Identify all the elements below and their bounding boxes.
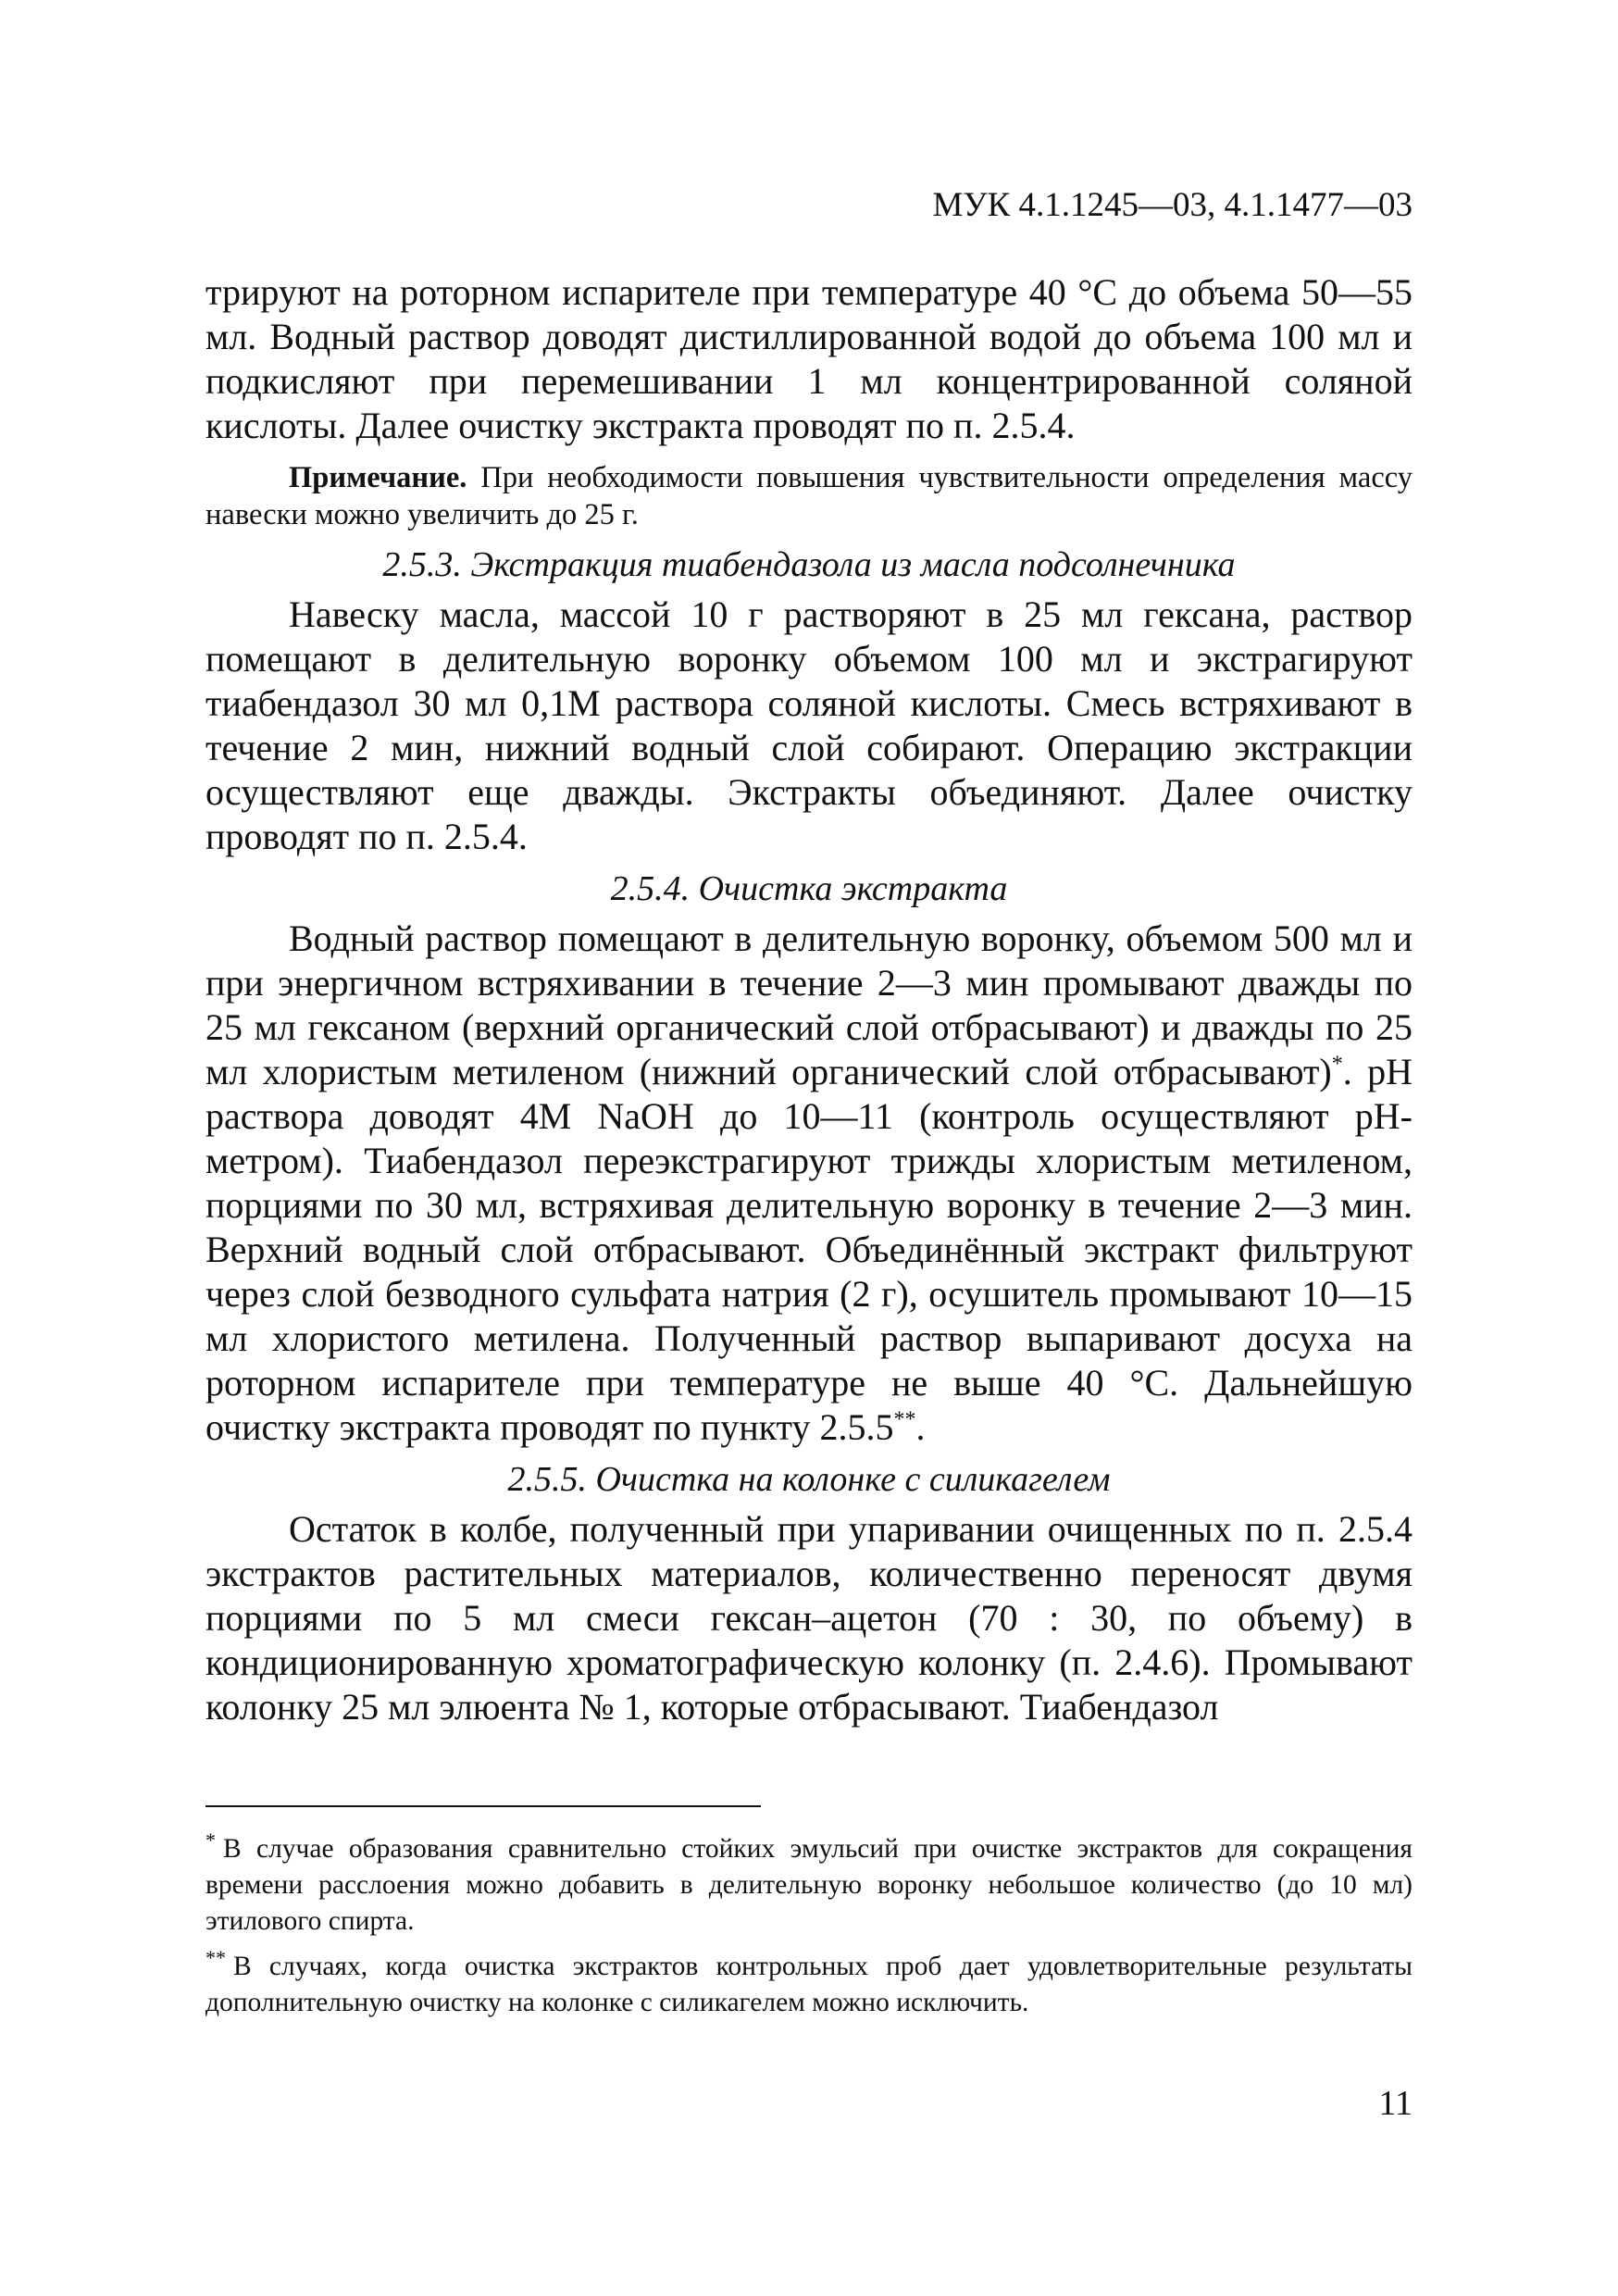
footnote-divider — [205, 1805, 761, 1807]
section-heading-2-5-4: 2.5.4. Очистка экстракта — [610, 869, 1008, 908]
paragraph-2-5-4-part-c: . — [915, 1406, 926, 1448]
footnote-ref-2: ** — [893, 1407, 916, 1432]
footnote-1-text: В случае образования сравнительно стойких эмульсий при очистке экстрактов для сокращения времени расслоения можно добавить в делительную воронку небольшое количество (до 10 мл) этилового спирта. — [205, 1834, 1413, 1936]
section-heading-2-5-3: 2.5.3. Экстракция тиабендазола из масла подсолнечника — [382, 545, 1236, 584]
paragraph-2-5-5: Остаток в колбе, полученный при упаривании очищенных по п. 2.5.4 экстрактов растительных материалов, количественно переносят двумя порциями по 5 мл смеси гексан–ацетон (70 : 30, по объему) в кондиционированную хроматографическую колонку (п. 2.4.6). Промывают колонку 25 мл элюента № 1, которые отбрасывают. Тиабендазол — [205, 1508, 1413, 1728]
paragraph-2-5-4-part-b: . pH раствора доводят 4М NaOH до 10—11 (контроль осуществляют рН-метром). Тиабендазол переэкстрагируют трижды хлористым метиленом, порциями по 30 мл, встряхивая делительную воронку в течение 2—3 мин. Верхний водный слой отбрасывают. Объединённый экстракт фильтруют через слой безводного сульфата натрия (2 г), осушитель промывают 10—15 мл хлористого метилена. Полученный раствор выпаривают досуха на роторном испарителе при температуре не выше 40 °С. Дальнейшую очистку экстракта проводят по пункту 2.5.5 — [205, 1051, 1413, 1448]
footnote-1-mark: * — [205, 1828, 216, 1853]
paragraph-2-5-4-part-a: Водный раствор помещают в делительную воронку, объемом 500 мл и при энергичном встряхивании в течение 2—3 мин промывают дважды по 25 мл гексаном (верхний органический слой отбрасывают) и дважды по 25 мл хлористым метиленом (нижний органический слой отбрасывают) — [205, 917, 1413, 1092]
footnote-2 — [205, 1946, 1413, 2021]
section-heading-2-5-5: 2.5.5. Очистка на колонке с силикагелем — [507, 1460, 1111, 1499]
note-label: Примечание. — [289, 461, 467, 494]
paragraph-2-5-4 — [205, 917, 1413, 1450]
footnote-2-mark: ** — [205, 1946, 226, 1970]
document-code-header: МУК 4.1.1245—03, 4.1.1477—03 — [932, 186, 1413, 224]
footnote-ref-1: * — [1331, 1052, 1343, 1077]
footnote-2-text: В случаях, когда очистка экстрактов контрольных проб дает удовлетворительные результаты дополнительную очистку на колонке с силикагелем можно исключить. — [205, 1952, 1413, 2017]
main-text — [205, 270, 1413, 1729]
paragraph-2-5-3: Навеску масла, массой 10 г растворяют в 25 мл гексана, раствор помещают в делительную воронку объемом 100 мл и экстрагируют тиабендазол 30 мл 0,1М раствора соляной кислоты. Смесь встряхивают в течение 2 мин, нижний водный слой собирают. Операцию экстракции осуществляют еще дважды. Экстракты объединяют. Далее очистку проводят по п. 2.5.4. — [205, 593, 1413, 857]
footnotes — [205, 1828, 1413, 2030]
note-text: При необходимости повышения чувствительности определения массу навески можно увеличить до 25 г. — [205, 461, 1413, 531]
note-paragraph — [205, 459, 1413, 533]
continued-paragraph: трируют на роторном испарителе при температуре 40 °С до объема 50—55 мл. Водный раствор доводят дистиллированной водой до объема 100 мл и подкисляют при перемешивании 1 мл концентрированной соляной кислоты. Далее очистку экстракта проводят по п. 2.5.4. — [205, 271, 1413, 446]
page-number: 11 — [1378, 2084, 1413, 2123]
footnote-1 — [205, 1828, 1413, 1940]
